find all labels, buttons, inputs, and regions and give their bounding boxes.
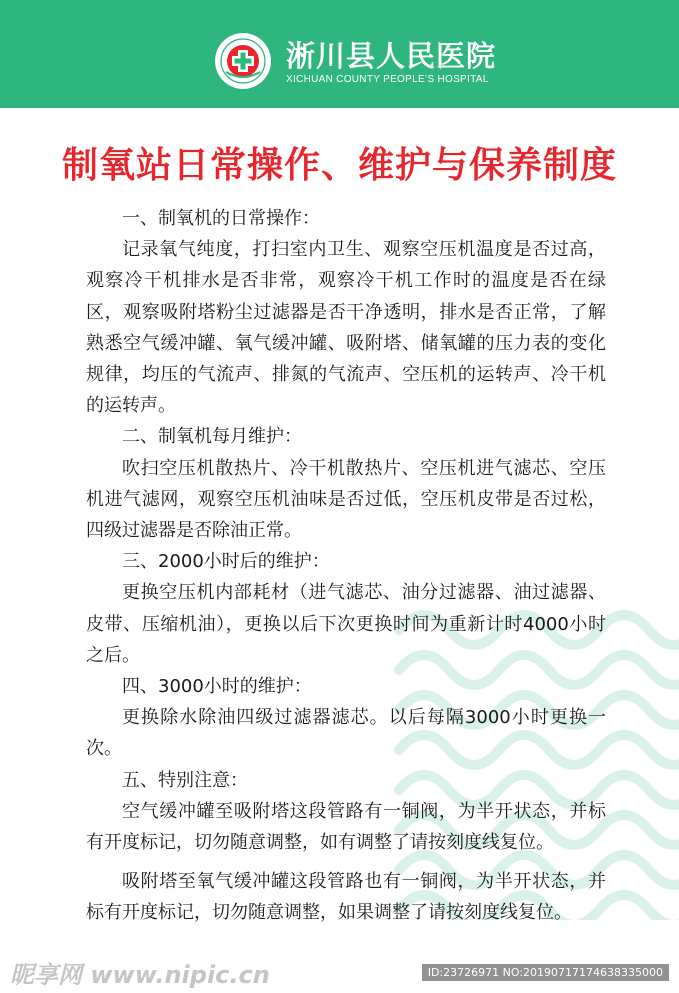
section-heading: 一、制氧机的日常操作：: [122, 208, 320, 229]
section-paragraph: 更换除水除油四级过滤器滤芯。以后每隔3000小时更换一次。: [86, 707, 606, 760]
page-title: 制氧站日常操作、维护与保养制度: [61, 145, 617, 186]
section-heading: 五、特别注意：: [122, 769, 248, 791]
hospital-logo-icon: [214, 32, 272, 90]
regulation-content: [86, 203, 606, 929]
watermark-site: 昵享网 www.nipic.cn: [10, 961, 270, 989]
section-paragraph: 更换空压机内部耗材（进气滤芯、油分过滤器、油过滤器、皮带、压缩机油），更换以后下次更换时间为重新计时4000小时之后。: [86, 582, 606, 666]
hospital-name: 淅川县人民医院: [286, 39, 497, 73]
section-paragraph: 空气缓冲罐至吸附塔这段管路有一铜阀，为半开状态，并标有开度标记，切勿随意调整，如有调整了请按刻度线复位。: [86, 800, 606, 854]
section-paragraph: 吸附塔至氧气缓冲罐这段管路也有一铜阀，为半开状态，并标有开度标记，切勿随意调整，如果调整了请按刻度线复位。: [86, 871, 606, 924]
section-heading: 二、制氧机每月维护：: [122, 426, 302, 448]
section-paragraph: 记录氧气纯度，打扫室内卫生、观察空压机温度是否过高，观察冷干机排水是否非常，观察冷干机工作时的温度是否在绿区，观察吸附塔粉尘过滤器是否干净透明，排水是否正常，了解熟悉空气缓冲罐、氧气缓冲罐、吸附塔、储氧罐的压力表的变化规律，均压的气流声、排氮的气流声、空压机的运转声、冷干机的运转声。: [86, 239, 606, 417]
section-heading: 四、3000小时的维护：: [122, 676, 312, 698]
watermark-id: ID:23726971 NO:20190717174638335000: [422, 964, 669, 981]
section-paragraph: 吹扫空压机散热片、冷干机散热片、空压机进气滤芯、空压机进气滤网，观察空压机油味是否过低，空压机皮带是否过松，四级过滤器是否除油正常。: [86, 457, 606, 542]
hospital-name-en: XICHUAN COUNTY PEOPLE’S HOSPITAL: [286, 74, 489, 85]
header-bar: [0, 0, 679, 108]
section-heading: 三、2000小时后的维护：: [122, 551, 330, 573]
